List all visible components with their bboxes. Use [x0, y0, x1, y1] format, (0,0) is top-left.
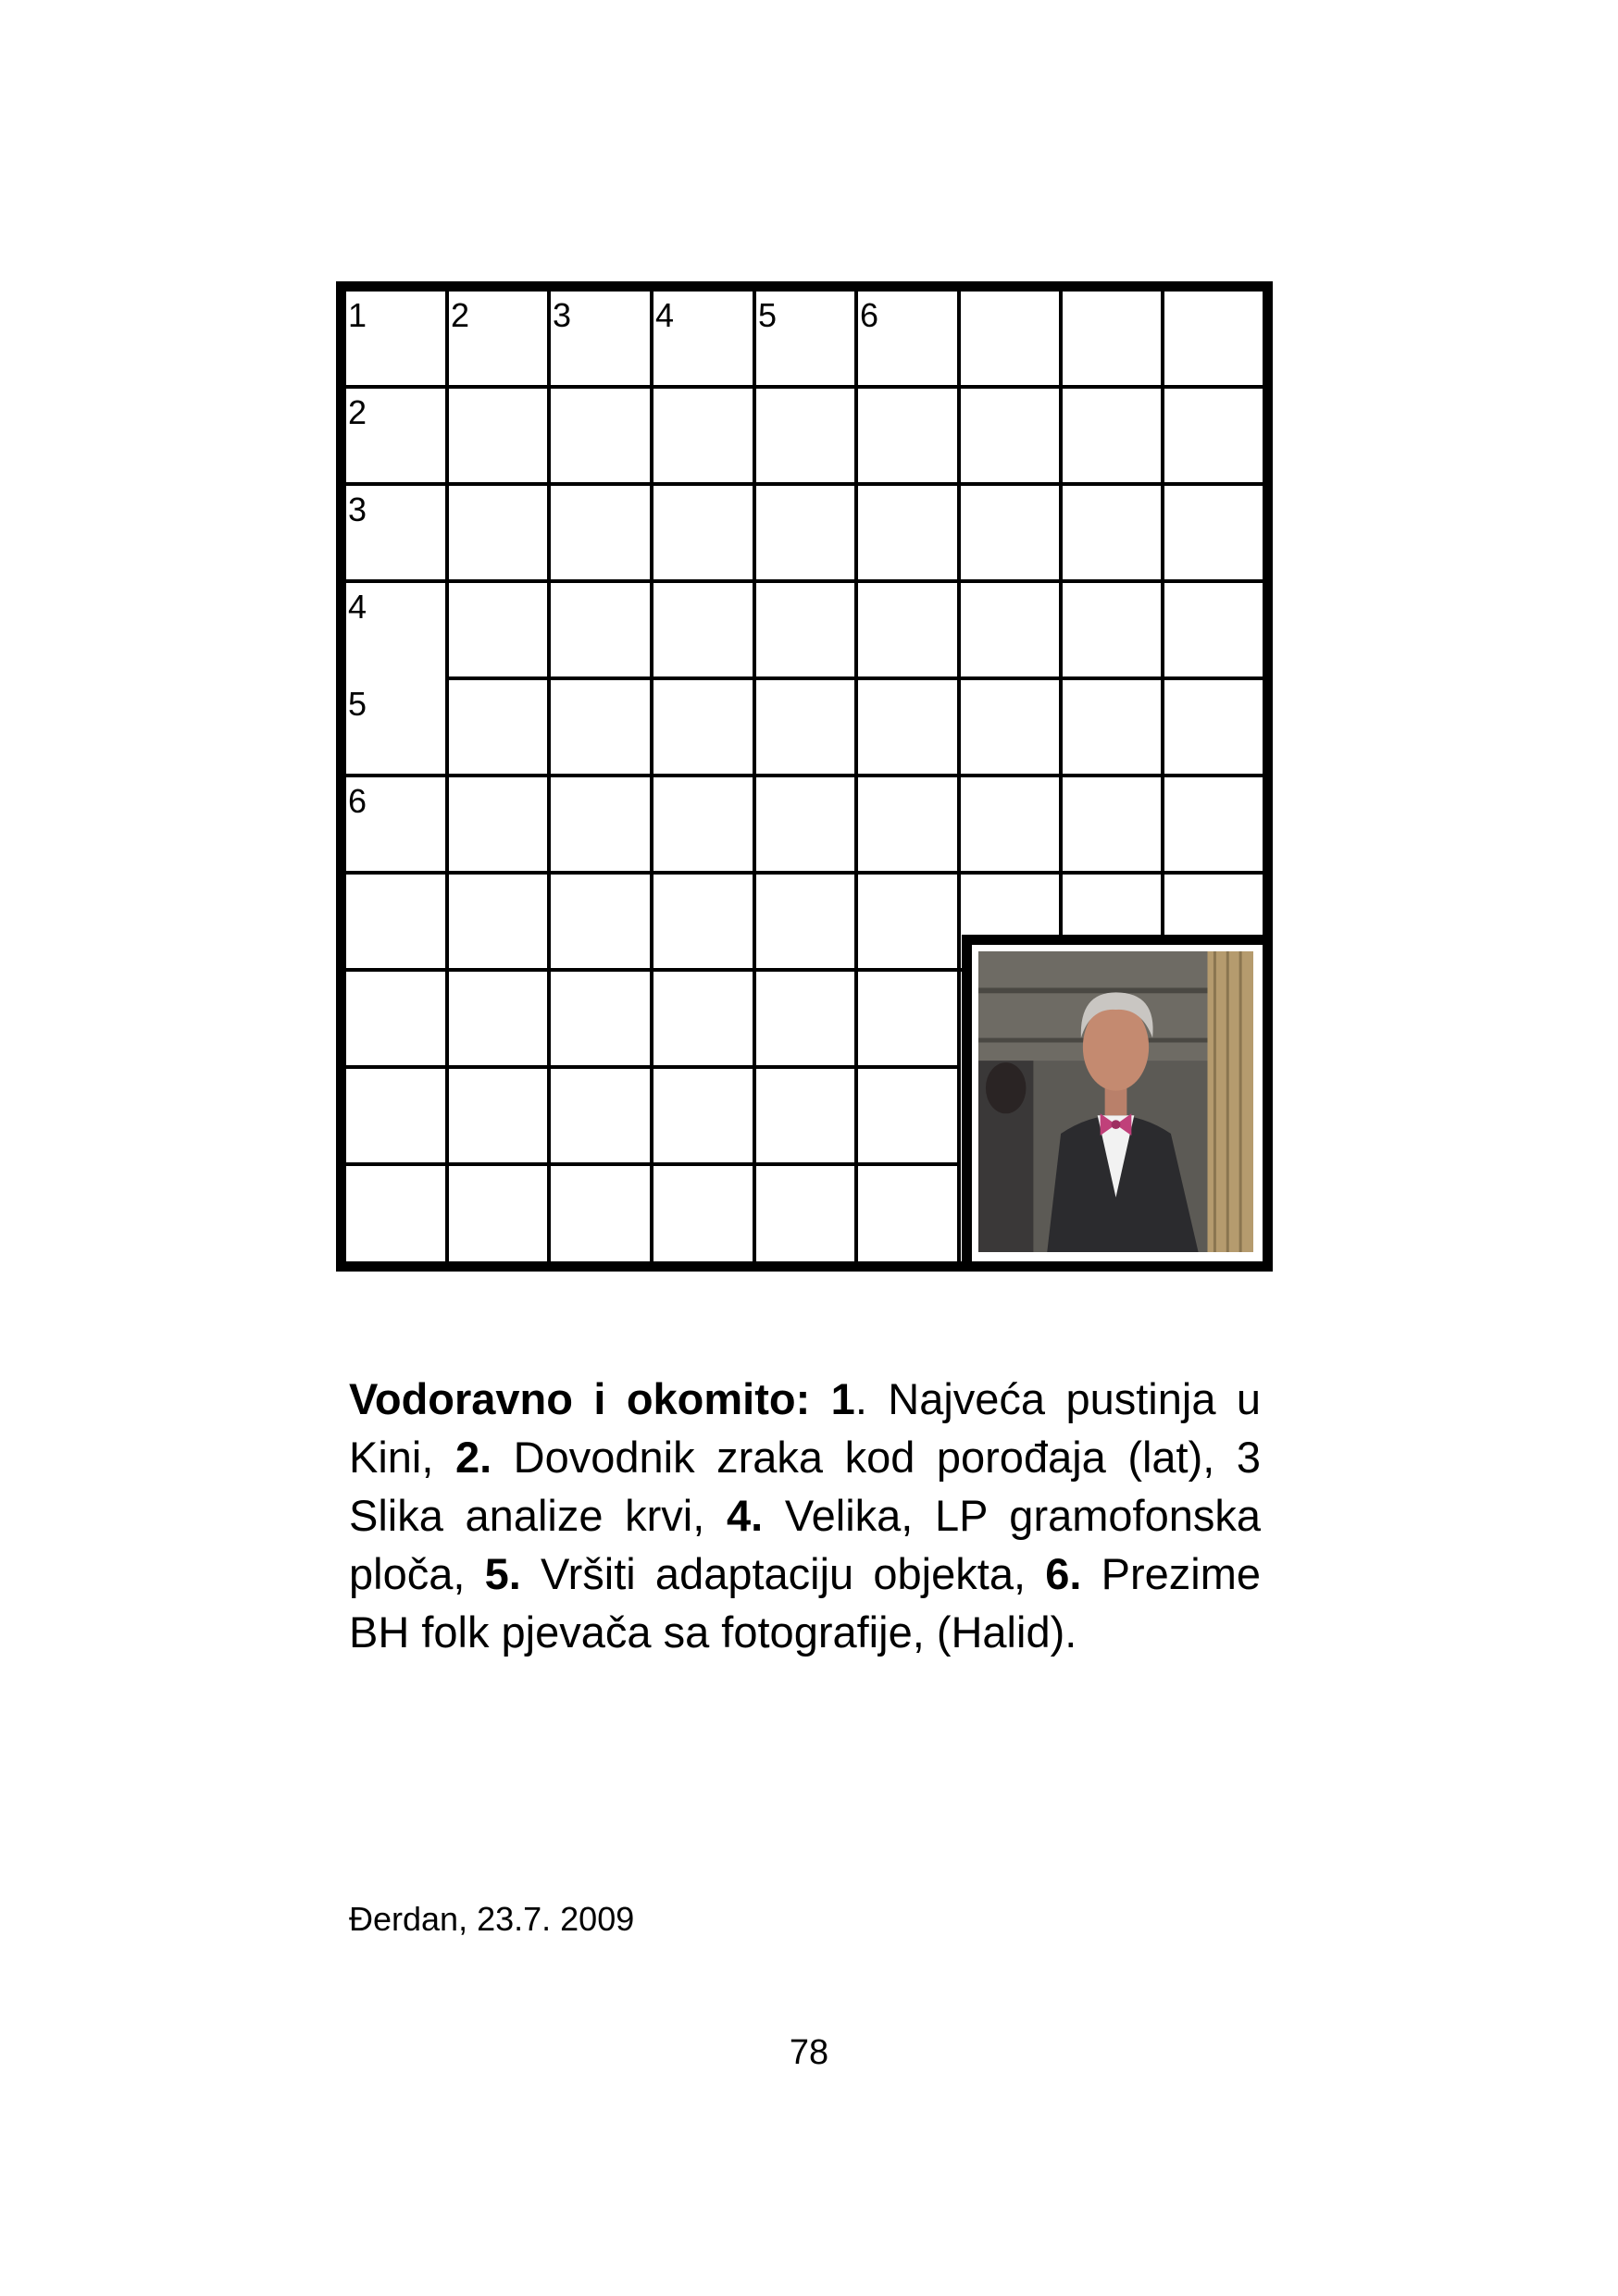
- grid-cell: [756, 875, 858, 972]
- singer-photo-box: [962, 935, 1263, 1261]
- grid-cell: [653, 680, 756, 777]
- grid-cell: [1164, 583, 1263, 680]
- grid-cell: [449, 1069, 551, 1166]
- grid-cell: [858, 875, 961, 972]
- grid-cell: [858, 1166, 961, 1261]
- grid-cell: [346, 680, 449, 777]
- grid-cell: [961, 680, 1063, 777]
- grid-cell: [551, 1069, 653, 1166]
- grid-cell: [449, 292, 551, 389]
- grid-cell: [551, 292, 653, 389]
- grid-cell: [449, 680, 551, 777]
- grid-cell: [346, 583, 449, 680]
- grid-cell: [858, 680, 961, 777]
- grid-cell: [449, 389, 551, 486]
- grid-cell: [449, 972, 551, 1069]
- grid-cell: [756, 680, 858, 777]
- clue-number-label: 6: [348, 782, 367, 820]
- grid-cell: [551, 389, 653, 486]
- grid-cell: [653, 777, 756, 875]
- grid-cell: [1063, 583, 1164, 680]
- clue-number-label: 1: [348, 296, 367, 334]
- clue-number-2: 2.: [454, 1433, 492, 1482]
- grid-cell: [346, 486, 449, 583]
- singer-photo: [978, 951, 1253, 1252]
- clue-heading: Vodoravno i okomito:: [349, 1374, 811, 1423]
- grid-cell: [449, 777, 551, 875]
- grid-cell: [346, 389, 449, 486]
- grid-cell: [1063, 486, 1164, 583]
- grid-cell: [1063, 777, 1164, 875]
- crossword-frame: [336, 281, 1273, 1272]
- grid-cell: [551, 777, 653, 875]
- grid-cell: [449, 486, 551, 583]
- grid-cell: [1063, 292, 1164, 389]
- grid-cell: [551, 875, 653, 972]
- clue-number-label: 3: [348, 490, 367, 528]
- grid-cell: [961, 389, 1063, 486]
- page-number: 78: [789, 2033, 829, 2072]
- grid-cell: [449, 1166, 551, 1261]
- grid-cell: [346, 1069, 449, 1166]
- grid-cell: [1164, 777, 1263, 875]
- grid-cell: [449, 583, 551, 680]
- grid-cell: [961, 292, 1063, 389]
- grid-cell: [858, 389, 961, 486]
- grid-cell: [858, 972, 961, 1069]
- clue-6: Prezime BH folk pjevača sa fotografije, (Halid).: [349, 1549, 1261, 1657]
- grid-cell: [653, 389, 756, 486]
- grid-cell: [551, 486, 653, 583]
- grid-cell: [756, 486, 858, 583]
- grid-cell: [756, 972, 858, 1069]
- clue-number-6: 6.: [1045, 1549, 1082, 1598]
- grid-cell: [653, 1166, 756, 1261]
- clue-number-label: 3: [553, 296, 572, 334]
- grid-cell: [551, 1166, 653, 1261]
- grid-cell: [756, 389, 858, 486]
- clue-number-label: 4: [348, 588, 367, 626]
- grid-cell: [858, 583, 961, 680]
- grid-cell: [653, 972, 756, 1069]
- grid-cell: [858, 1069, 961, 1166]
- grid-cell: [653, 1069, 756, 1166]
- grid-cell: [551, 583, 653, 680]
- clue-number-label: 5: [348, 685, 367, 723]
- grid-cell: [346, 292, 449, 389]
- clue-2-3: Dovodnik zraka kod porođaja (lat), 3 Slika analize krvi,: [349, 1433, 1261, 1540]
- clue-number-1: 1: [830, 1374, 855, 1423]
- grid-cell: [756, 1166, 858, 1261]
- grid-cell: [1063, 389, 1164, 486]
- clue-number-4: 4.: [726, 1491, 764, 1540]
- grid-cell: [858, 777, 961, 875]
- source-date: Đerdan, 23.7. 2009: [349, 1900, 635, 1938]
- grid-cell: [551, 680, 653, 777]
- clue-5: Vršiti adaptaciju objekta,: [520, 1549, 1046, 1598]
- clue-number-label: 6: [860, 296, 879, 334]
- clue-text: [349, 1370, 1261, 1661]
- clue-4: Velika, LP gramofonska ploča,: [349, 1491, 1262, 1598]
- clue-number-5: 5.: [484, 1549, 521, 1598]
- grid-cell: [346, 875, 449, 972]
- grid-cell: [346, 777, 449, 875]
- grid-cell: [1164, 292, 1263, 389]
- grid-cell: [961, 777, 1063, 875]
- grid-cell: [551, 972, 653, 1069]
- clue-number-label: 4: [655, 296, 675, 334]
- grid-cell: [756, 583, 858, 680]
- grid-cell: [1164, 389, 1263, 486]
- clue-1: . Najveća pustinja u Kini,: [349, 1374, 1262, 1482]
- grid-cell: [1164, 680, 1263, 777]
- grid-cell: [1063, 680, 1164, 777]
- grid-cell: [756, 292, 858, 389]
- clue-number-label: 5: [758, 296, 778, 334]
- grid-cell: [756, 1069, 858, 1166]
- grid-cell: [1164, 486, 1263, 583]
- grid-cell: [653, 875, 756, 972]
- grid-cell: [756, 777, 858, 875]
- grid-cell: [346, 1166, 449, 1261]
- grid-cell: [961, 583, 1063, 680]
- grid-cell: [961, 486, 1063, 583]
- clue-number-label: 2: [451, 296, 470, 334]
- grid-cell: [346, 972, 449, 1069]
- grid-cell: [858, 486, 961, 583]
- grid-cell: [858, 292, 961, 389]
- grid-cell: [653, 292, 756, 389]
- grid-cell: [653, 486, 756, 583]
- grid-cell: [449, 875, 551, 972]
- clue-number-label: 2: [348, 393, 367, 431]
- grid-cell: [653, 583, 756, 680]
